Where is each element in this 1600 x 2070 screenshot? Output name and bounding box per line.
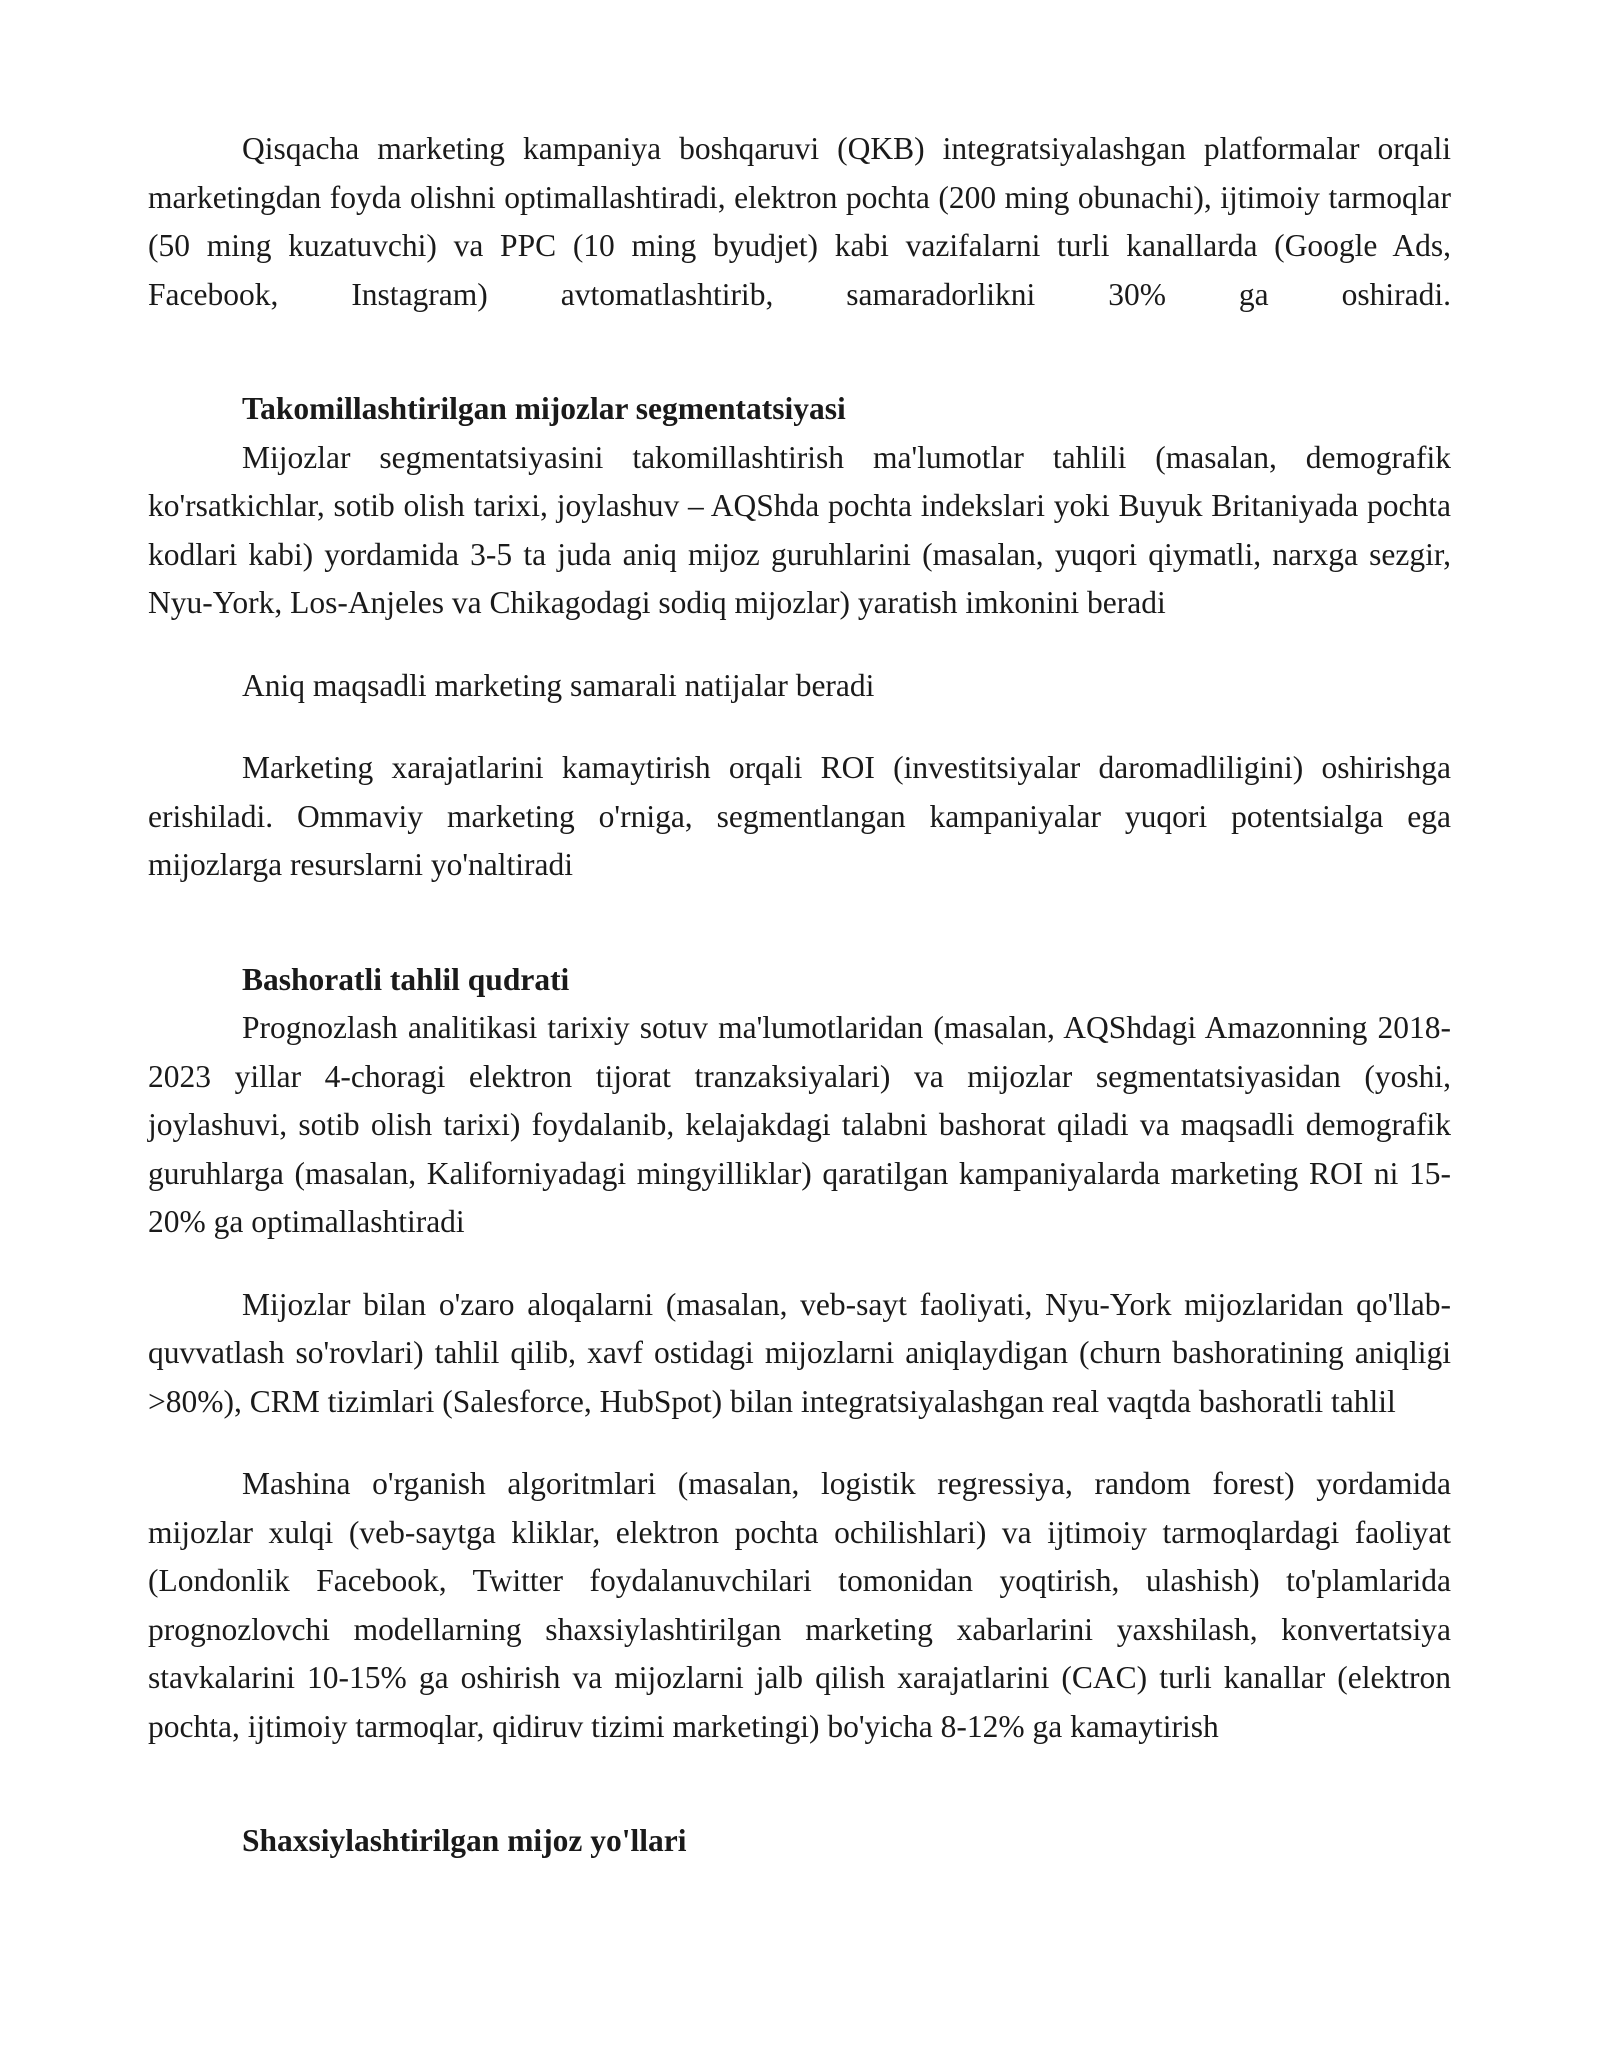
roi-paragraph: Marketing xarajatlarini kamaytirish orqali ROI (investitsiyalar daromadliligini) oshirishga erishiladi. Ommaviy marketing o'rniga, segmentlangan kampaniyalar yuqori potentsialga ega mijozlarga resurslarni yo'naltiradi [148,750,1451,882]
churn-paragraph: Mijozlar bilan o'zaro aloqalarni (masalan, veb-sayt faoliyati, Nyu-York mijozlaridan qo'llab-quvvatlash so'rovlari) tahlil qilib, xavf ostidagi mijozlarni aniqlaydigan (churn bashoratining aniqligi >80%), CRM tizimlari (Salesforce, HubSpot) bilan integratsiyalashgan real vaqtda bashoratli tahlil [148,1286,1451,1419]
segmentation-paragraph: Mijozlar segmentatsiyasini takomillashtirish ma'lumotlar tahlili (masalan, demografik ko'rsatkichlar, sotib olish tarixi, joylashuv – AQShda pochta indekslari yoki Buyuk Britaniyada pochta kodlari kabi) yordamida 3-5 ta juda aniq mijoz guruhlarini (masalan, yuqori qiymatli, narxga sezgir, Nyu-York, Los-Anjeles va Chikagodagi sodiq mijozlar) yaratish imkonini beradi [148,439,1451,620]
intro-paragraph: Qisqacha marketing kampaniya boshqaruvi (QKB) integratsiyalashgan platformalar orqali marketingdan foyda olishni optimallashtiradi, elektron pochta (200 ming obunachi), ijtimoiy tarmoqlar (50 ming kuzatuvchi) va PPC (10 ming byudjet) kabi vazifalarni turli kanallarda (Google Ads, Facebook, Instagram) avtomatlashtirib, samaradorlikni 30% ga oshiradi. [148,131,1451,312]
targeted-marketing-paragraph: Aniq maqsadli marketing samarali natijalar beradi [242,667,875,703]
machine-learning-paragraph: Mashina o'rganish algoritmlari (masalan, logistik regressiya, random forest) yordamida mijozlar xulqi (veb-saytga kliklar, elektron pochta ochilishlari) va ijtimoiy tarmoqlardagi faoliyat (Londonlik Facebook, Twitter foydalanuvchilari tomonidan yoqtirish, ulashish) to'plamlarida prognozlovchi modellarning shaxsiylashtirilgan marketing xabarlarini yaxshilash, konvertatsiya stavkalarini 10-15% ga oshirish va mijozlarni jalb qilish xarajatlarini (CAC) turli kanallar (elektron pochta, ijtimoiy tarmoqlar, qidiruv tizimi marketingi) bo'yicha 8-12% ga kamaytirish [148,1466,1451,1744]
section-heading-segmentation: Takomillashtirilgan mijozlar segmentatsiyasi [242,391,846,426]
document-body [148,125,1451,1866]
forecasting-paragraph: Prognozlash analitikasi tarixiy sotuv ma'lumotlaridan (masalan, AQShdagi Amazonning 2018-2023 yillar 4-choragi elektron tijorat tranzaksiyalari) va mijozlar segmentatsiyasidan (yoshi, joylashuvi, sotib olish tarixi) foydalanib, kelajakdagi talabni bashorat qiladi va maqsadli demografik guruhlarga (masalan, Kaliforniyadagi mingyilliklar) qaratilgan kampaniyalarda marketing ROI ni 15-20% ga optimallashtiradi [148,1010,1451,1239]
section-heading-customer-journeys: Shaxsiylashtirilgan mijoz yo'llari [242,1823,687,1858]
section-heading-predictive: Bashoratli tahlil qudrati [242,961,570,997]
